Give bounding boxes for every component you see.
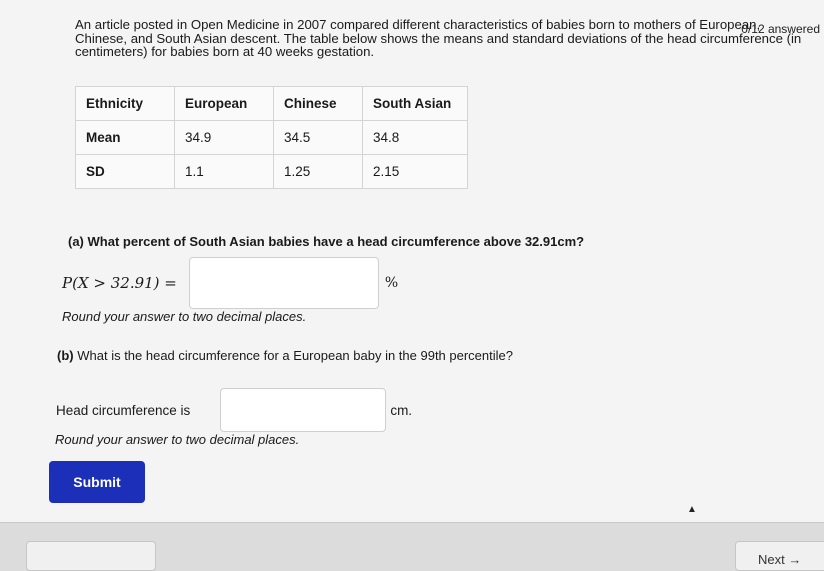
part-a-question <box>68 234 584 249</box>
part-b-label: (b) <box>57 348 74 363</box>
part-a-label: (a) <box>68 234 84 249</box>
table-header-cell: European <box>175 87 274 121</box>
submit-button[interactable]: Submit <box>49 461 145 503</box>
table-row-label: Mean <box>76 121 175 155</box>
part-a-text: What percent of South Asian babies have a head circumference above 32.91cm? <box>87 234 585 249</box>
part-b-text: What is the head circumference for a European baby in the 99th percentile? <box>77 348 513 363</box>
cm-unit: cm. <box>390 402 413 418</box>
part-b-answer-input[interactable] <box>220 388 386 432</box>
head-circumference-label: Head circumference is <box>56 402 191 418</box>
statistics-table <box>75 86 468 189</box>
part-b-question <box>57 348 513 363</box>
mouse-cursor-icon: ▲ <box>687 504 697 515</box>
question-intro: An article posted in Open Medicine in 2007 compared different characteristics of babies born to mothers of European, Chinese, and South Asian descent. The table below shows the means and standard deviations of the head circumference (in centimeters) for babies born at 40 weeks gestation. <box>75 17 802 59</box>
previous-button[interactable] <box>26 541 156 571</box>
table-cell: 34.9 <box>175 121 274 155</box>
table-row <box>76 155 468 189</box>
table-cell: 1.1 <box>175 155 274 189</box>
part-a-answer-input[interactable] <box>189 257 379 309</box>
table-cell: 1.25 <box>274 155 363 189</box>
part-a-round-note: Round your answer to two decimal places. <box>62 309 307 324</box>
table-header-cell: South Asian <box>363 87 468 121</box>
table-header-cell: Ethnicity <box>76 87 175 121</box>
probability-expression: P(X > 32.91) = <box>62 274 177 292</box>
progress-indicator: 0/12 answered <box>741 22 820 36</box>
table-cell: 2.15 <box>363 155 468 189</box>
table-header-row <box>76 87 468 121</box>
table-header-cell: Chinese <box>274 87 363 121</box>
table-cell: 34.8 <box>363 121 468 155</box>
percent-unit: % <box>384 275 399 291</box>
part-b-round-note: Round your answer to two decimal places. <box>55 432 300 447</box>
table-cell: 34.5 <box>274 121 363 155</box>
part-a-answer-row <box>62 258 398 308</box>
table-row-label: SD <box>76 155 175 189</box>
next-button[interactable]: Next → <box>735 541 824 571</box>
table-row <box>76 121 468 155</box>
part-b-answer-row <box>56 388 412 432</box>
